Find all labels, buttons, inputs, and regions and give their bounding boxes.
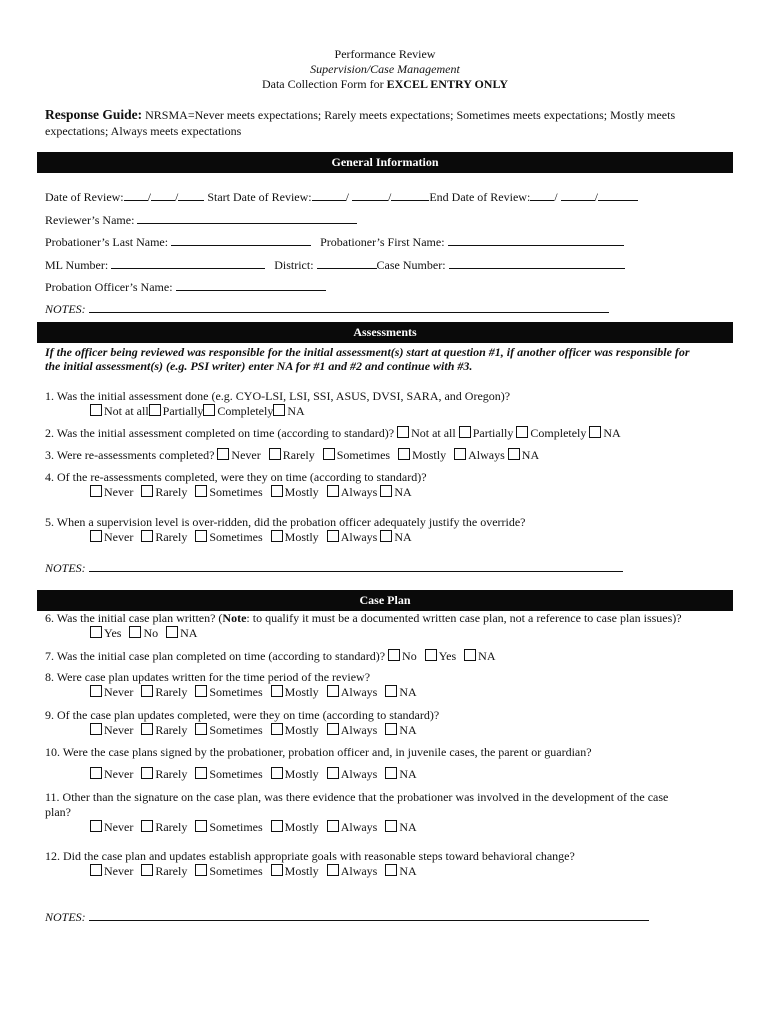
q8-sometimes-checkbox[interactable]: [195, 685, 207, 697]
q4-always-checkbox[interactable]: [327, 485, 339, 497]
q10-always-checkbox[interactable]: [327, 767, 339, 779]
q3-mostly-label: Mostly: [412, 448, 447, 462]
po-name-label: Probation Officer’s Name:: [45, 280, 173, 294]
q2-completely-checkbox[interactable]: [516, 426, 528, 438]
question-7-text: 7. Was the initial case plan completed on time (according to standard)?: [45, 649, 386, 663]
q3-never-checkbox[interactable]: [217, 448, 229, 460]
q8-na-checkbox[interactable]: [385, 685, 397, 697]
case-plan-notes-row: [45, 909, 649, 925]
q4-options: [90, 485, 412, 500]
q10-mostly-checkbox[interactable]: [271, 767, 283, 779]
q4-na-checkbox[interactable]: [380, 485, 392, 497]
q2-completely-label: Completely: [530, 426, 587, 440]
q6-yes-label: Yes: [104, 626, 122, 640]
q8-sometimes-label: Sometimes: [209, 685, 263, 699]
q11-mostly-checkbox[interactable]: [271, 820, 283, 832]
q1-na-label: NA: [287, 404, 305, 418]
q9-na-checkbox[interactable]: [385, 723, 397, 735]
section-header-case-plan: Case Plan: [37, 590, 733, 611]
review-day-field[interactable]: [151, 189, 175, 201]
q3-na-checkbox[interactable]: [508, 448, 520, 460]
assessments-notes-field[interactable]: [89, 560, 623, 572]
question-11-line-2: plan?: [45, 805, 71, 819]
q9-mostly-checkbox[interactable]: [271, 723, 283, 735]
q5-options: [90, 530, 412, 545]
q8-never-label: Never: [104, 685, 134, 699]
ml-number-label: ML Number:: [45, 258, 109, 272]
q1-options: [90, 404, 305, 419]
q3-sometimes-label: Sometimes: [336, 448, 391, 462]
review-year-field[interactable]: [178, 189, 204, 201]
assessments-instruction-2: the initial assessment(s) (e.g. PSI writer) enter NA for #1 and #2 and continue with #3.: [45, 359, 473, 373]
q4-na-label: NA: [394, 485, 412, 499]
q9-rarely-label: Rarely: [155, 723, 188, 737]
date-of-review-label: Date of Review:: [45, 190, 124, 204]
q8-na-label: NA: [399, 685, 417, 699]
q10-always-label: Always: [340, 767, 378, 781]
question-3: [45, 448, 539, 463]
q4-never-checkbox[interactable]: [90, 485, 102, 497]
q11-na-checkbox[interactable]: [385, 820, 397, 832]
q12-sometimes-checkbox[interactable]: [195, 864, 207, 876]
q3-sometimes-checkbox[interactable]: [323, 448, 335, 460]
reviewer-name-field[interactable]: [137, 212, 357, 224]
start-date-label: Start Date of Review:: [207, 190, 312, 204]
last-name-label: Probationer’s Last Name:: [45, 235, 169, 249]
q12-never-checkbox[interactable]: [90, 864, 102, 876]
end-day-field[interactable]: [561, 189, 595, 201]
q6-no-checkbox[interactable]: [129, 626, 141, 638]
form-purpose-bold: EXCEL ENTRY ONLY: [386, 77, 509, 91]
section-header-general: General Information: [37, 152, 733, 173]
ml-row: [45, 257, 625, 273]
q10-na-checkbox[interactable]: [385, 767, 397, 779]
q2-not-at-all-checkbox[interactable]: [397, 426, 409, 438]
q1-not-at-all-label: Not at all: [104, 404, 149, 418]
response-guide-label: Response Guide:: [45, 107, 143, 122]
q12-always-checkbox[interactable]: [327, 864, 339, 876]
q10-sometimes-label: Sometimes: [209, 767, 263, 781]
q5-rarely-checkbox[interactable]: [141, 530, 153, 542]
start-day-field[interactable]: [352, 189, 388, 201]
q10-sometimes-checkbox[interactable]: [195, 767, 207, 779]
q6-na-label: NA: [180, 626, 198, 640]
question-10: 10. Were the case plans signed by the probationer, probation officer and, in juvenile cases, the parent or guardian?: [45, 745, 592, 759]
q9-sometimes-label: Sometimes: [209, 723, 263, 737]
q5-always-label: Always: [340, 530, 378, 544]
response-guide-text-2: expectations; Always meets expectations: [45, 124, 242, 138]
question-11-line-1: 11. Other than the signature on the case plan, was there evidence that the probationer was involved in the development of the case: [45, 790, 669, 804]
review-month-field[interactable]: [124, 189, 148, 201]
q12-mostly-label: Mostly: [284, 864, 319, 878]
q11-always-checkbox[interactable]: [327, 820, 339, 832]
form-purpose-prefix: Data Collection Form for: [261, 77, 387, 91]
question-2-text: 2. Was the initial assessment completed on time (according to standard)?: [45, 426, 395, 440]
q8-mostly-checkbox[interactable]: [271, 685, 283, 697]
po-name-field[interactable]: [176, 279, 326, 291]
q4-sometimes-label: Sometimes: [209, 485, 263, 499]
end-month-field[interactable]: [530, 189, 554, 201]
end-year-field[interactable]: [598, 189, 638, 201]
q12-na-label: NA: [399, 864, 417, 878]
q1-na-checkbox[interactable]: [273, 404, 285, 416]
assessments-notes-label: NOTES:: [45, 561, 86, 575]
q8-options: [90, 685, 417, 700]
q5-na-label: NA: [394, 530, 412, 544]
end-date-label: End Date of Review:: [429, 190, 531, 204]
q6-no-label: No: [143, 626, 159, 640]
q11-sometimes-checkbox[interactable]: [195, 820, 207, 832]
q9-always-label: Always: [340, 723, 378, 737]
q12-sometimes-label: Sometimes: [209, 864, 263, 878]
assessments-instruction-1: If the officer being reviewed was responsible for the initial assessment(s) start at question #1, if another officer was responsible for: [45, 345, 690, 359]
date-row: Date of Review: / / Start Date of Review: / / End Date of Review: / /: [45, 189, 638, 205]
q10-rarely-label: Rarely: [155, 767, 188, 781]
q11-mostly-label: Mostly: [284, 820, 319, 834]
q11-never-checkbox[interactable]: [90, 820, 102, 832]
q11-na-label: NA: [399, 820, 417, 834]
start-month-field[interactable]: [312, 189, 346, 201]
q3-mostly-checkbox[interactable]: [398, 448, 410, 460]
assessments-notes-row: [45, 560, 623, 576]
general-notes-field[interactable]: [89, 301, 609, 313]
q6-na-checkbox[interactable]: [166, 626, 178, 638]
q11-rarely-checkbox[interactable]: [141, 820, 153, 832]
question-1: 1. Was the initial assessment done (e.g. CYO-LSI, LSI, SSI, ASUS, DVSI, SARA, and Oregon)?: [45, 389, 511, 403]
district-field[interactable]: [317, 257, 377, 269]
question-4: 4. Of the re-assessments completed, were they on time (according to standard)?: [45, 470, 427, 484]
reviewer-name-label: Reviewer’s Name:: [45, 213, 135, 227]
q2-na-label: NA: [603, 426, 621, 440]
q11-always-label: Always: [340, 820, 378, 834]
q12-never-label: Never: [104, 864, 134, 878]
q2-not-at-all-label: Not at all: [411, 426, 456, 440]
question-2: [45, 426, 621, 441]
q4-rarely-checkbox[interactable]: [141, 485, 153, 497]
q1-completely-checkbox[interactable]: [203, 404, 215, 416]
q7-yes-label: Yes: [438, 649, 457, 663]
q11-rarely-label: Rarely: [155, 820, 188, 834]
q6-options: [90, 626, 197, 641]
q7-yes-checkbox[interactable]: [425, 649, 437, 661]
q12-rarely-label: Rarely: [155, 864, 188, 878]
question-3-text: 3. Were re-assessments completed?: [45, 448, 215, 462]
q12-rarely-checkbox[interactable]: [141, 864, 153, 876]
question-6: [45, 611, 682, 626]
general-notes-row: [45, 301, 609, 317]
q11-never-label: Never: [104, 820, 134, 834]
q9-always-checkbox[interactable]: [327, 723, 339, 735]
case-plan-notes-label: NOTES:: [45, 910, 86, 924]
q12-mostly-checkbox[interactable]: [271, 864, 283, 876]
q1-completely-label: Completely: [217, 404, 274, 418]
response-guide-text-1: NRSMA=Never meets expectations; Rarely meets expectations; Sometimes meets expectations; Mostly meets: [145, 108, 676, 122]
q10-na-label: NA: [399, 767, 417, 781]
case-number-field[interactable]: [449, 257, 625, 269]
q1-not-at-all-checkbox[interactable]: [90, 404, 102, 416]
q10-rarely-checkbox[interactable]: [141, 767, 153, 779]
section-header-assessments: Assessments: [37, 322, 733, 343]
case-plan-notes-field[interactable]: [89, 909, 649, 921]
question-8: 8. Were case plan updates written for the time period of the review?: [45, 670, 371, 684]
q4-never-label: Never: [104, 485, 134, 499]
q5-always-checkbox[interactable]: [327, 530, 339, 542]
q3-always-label: Always: [468, 448, 505, 462]
q12-na-checkbox[interactable]: [385, 864, 397, 876]
q11-options: [90, 820, 417, 835]
q8-rarely-label: Rarely: [155, 685, 188, 699]
po-row: [45, 279, 326, 295]
q9-never-label: Never: [104, 723, 134, 737]
form-purpose: [0, 77, 770, 92]
q9-never-checkbox[interactable]: [90, 723, 102, 735]
q10-never-label: Never: [104, 767, 134, 781]
q9-mostly-label: Mostly: [284, 723, 319, 737]
q6-text-note: Note: [222, 611, 247, 625]
q8-always-checkbox[interactable]: [327, 685, 339, 697]
q5-never-label: Never: [104, 530, 134, 544]
q3-rarely-checkbox[interactable]: [269, 448, 281, 460]
q5-na-checkbox[interactable]: [380, 530, 392, 542]
general-notes-label: NOTES:: [45, 302, 86, 316]
q7-na-label: NA: [478, 649, 496, 663]
form-subtitle: Supervision/Case Management: [310, 62, 460, 76]
q3-rarely-label: Rarely: [282, 448, 315, 462]
q9-rarely-checkbox[interactable]: [141, 723, 153, 735]
ml-number-field[interactable]: [111, 257, 265, 269]
case-number-label: Case Number:: [376, 258, 446, 272]
probationer-name-row: [45, 234, 624, 250]
q9-options: [90, 723, 417, 738]
q3-na-label: NA: [521, 448, 540, 462]
q4-mostly-label: Mostly: [284, 485, 319, 499]
q9-na-label: NA: [399, 723, 417, 737]
q4-always-label: Always: [340, 485, 378, 499]
q2-partially-label: Partially: [472, 426, 514, 440]
question-7: [45, 649, 496, 664]
q10-mostly-label: Mostly: [284, 767, 319, 781]
q4-sometimes-checkbox[interactable]: [195, 485, 207, 497]
q8-mostly-label: Mostly: [284, 685, 319, 699]
q3-never-label: Never: [231, 448, 261, 462]
q4-rarely-label: Rarely: [155, 485, 188, 499]
form-title: Performance Review: [334, 47, 436, 61]
q8-rarely-checkbox[interactable]: [141, 685, 153, 697]
q6-text-pre: 6. Was the initial case plan written? (: [45, 611, 223, 625]
last-name-field[interactable]: [171, 234, 311, 246]
q3-always-checkbox[interactable]: [454, 448, 466, 460]
question-12: 12. Did the case plan and updates establish appropriate goals with reasonable steps toward behavioral change?: [45, 849, 575, 863]
q2-na-checkbox[interactable]: [589, 426, 601, 438]
start-year-field[interactable]: [391, 189, 429, 201]
q2-partially-checkbox[interactable]: [459, 426, 471, 438]
q7-no-checkbox[interactable]: [388, 649, 400, 661]
response-guide: [45, 107, 675, 123]
q1-partially-label: Partially: [162, 404, 204, 418]
q5-sometimes-label: Sometimes: [209, 530, 263, 544]
q6-text-post: : to qualify it must be a documented written case plan, not a reference to case plan issues)?: [246, 611, 682, 625]
q7-na-checkbox[interactable]: [464, 649, 476, 661]
q5-mostly-label: Mostly: [284, 530, 319, 544]
q4-mostly-checkbox[interactable]: [271, 485, 283, 497]
q5-sometimes-checkbox[interactable]: [195, 530, 207, 542]
q5-mostly-checkbox[interactable]: [271, 530, 283, 542]
q10-options: [90, 767, 417, 782]
q12-always-label: Always: [340, 864, 378, 878]
q12-options: [90, 864, 417, 879]
q8-never-checkbox[interactable]: [90, 685, 102, 697]
q5-rarely-label: Rarely: [155, 530, 188, 544]
first-name-label: Probationer’s First Name:: [320, 235, 445, 249]
q9-sometimes-checkbox[interactable]: [195, 723, 207, 735]
district-label: District:: [274, 258, 314, 272]
q11-sometimes-label: Sometimes: [209, 820, 263, 834]
first-name-field[interactable]: [448, 234, 624, 246]
q8-always-label: Always: [340, 685, 378, 699]
question-5: 5. When a supervision level is over-ridden, did the probation officer adequately justify the override?: [45, 515, 526, 529]
reviewer-row: [45, 212, 357, 228]
q7-no-label: No: [402, 649, 417, 663]
question-9: 9. Of the case plan updates completed, were they on time (according to standard)?: [45, 708, 440, 722]
q6-yes-checkbox[interactable]: [90, 626, 102, 638]
q1-partially-checkbox[interactable]: [149, 404, 161, 416]
q5-never-checkbox[interactable]: [90, 530, 102, 542]
q10-never-checkbox[interactable]: [90, 767, 102, 779]
